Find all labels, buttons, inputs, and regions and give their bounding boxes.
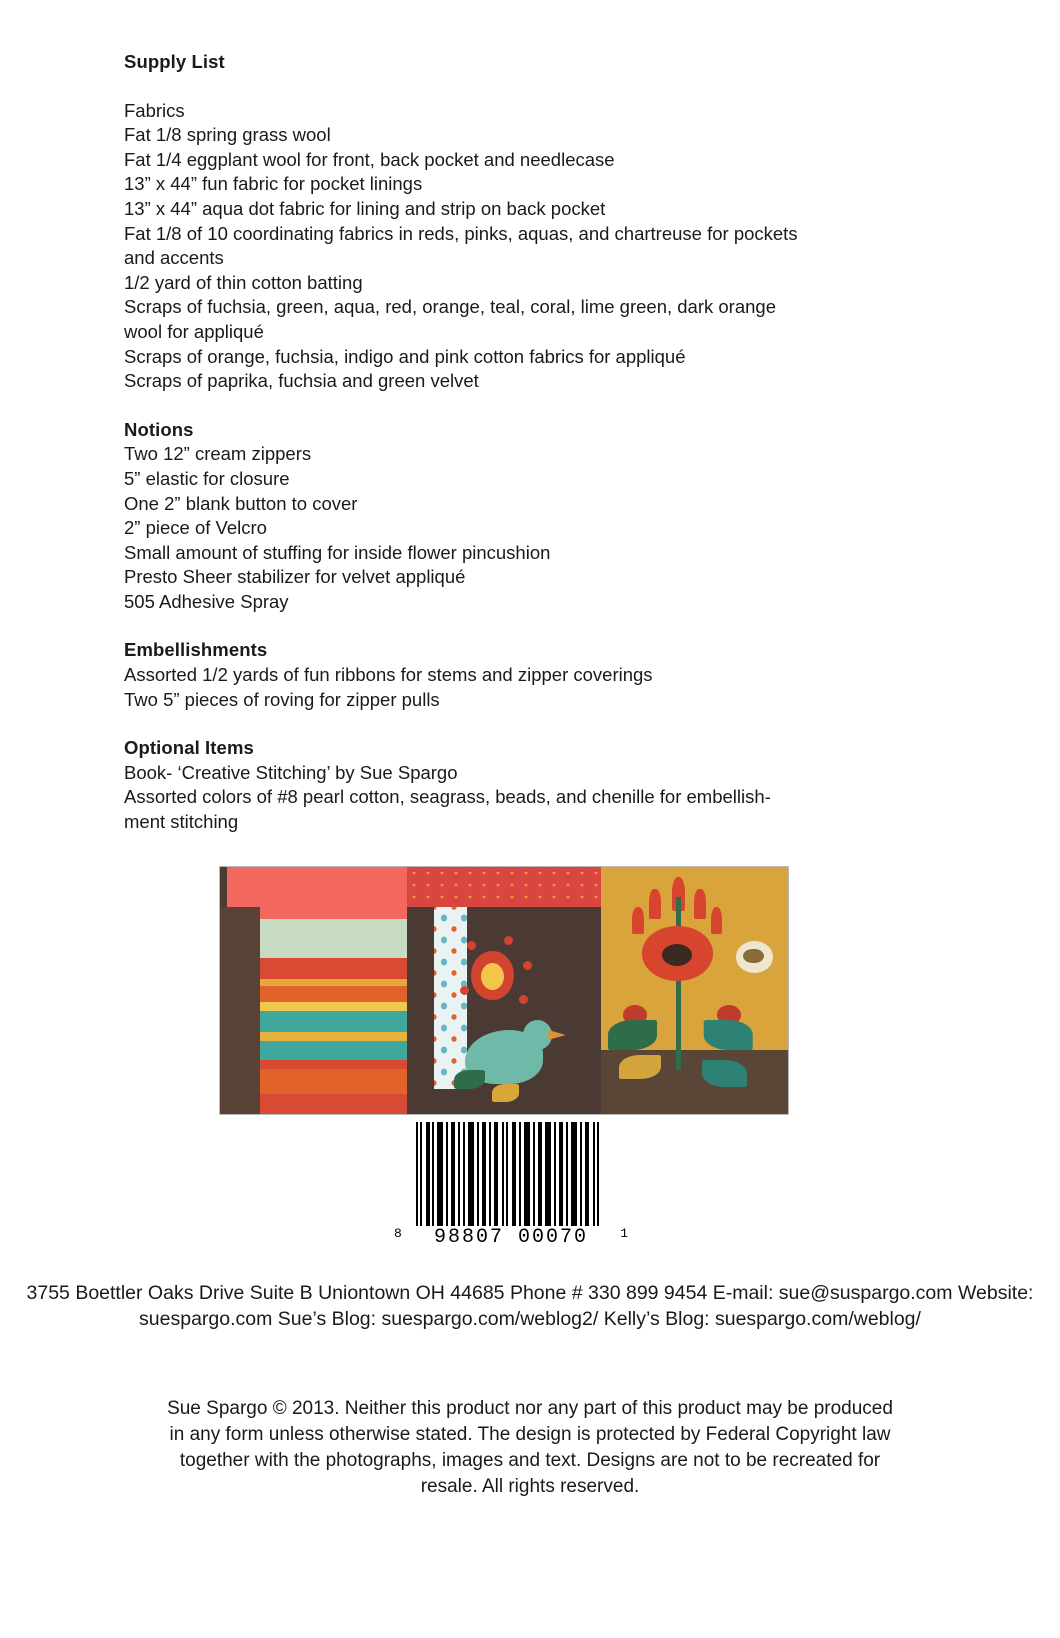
list-item: Presto Sheer stabilizer for velvet appliqué	[124, 566, 466, 588]
list-item: Fat 1/8 spring grass wool	[124, 124, 331, 146]
list-item: wool for appliqué	[124, 320, 264, 342]
list-item: 13” x 44” fun fabric for pocket linings	[124, 173, 423, 195]
footer-address	[0, 1280, 1060, 1332]
list-item: 5” elastic for closure	[124, 467, 290, 489]
list-item: Small amount of stuffing for inside flower pincushion	[124, 541, 551, 563]
list-item: One 2” blank button to cover	[124, 492, 358, 514]
photo-shape	[662, 944, 692, 966]
barcode-right-digit: 1	[620, 1226, 628, 1241]
list-item: Two 5” pieces of roving for zipper pulls	[124, 688, 440, 710]
photo-shape	[523, 961, 532, 970]
photo-shape	[492, 1084, 519, 1101]
photo-shape	[454, 1070, 485, 1090]
list-item: 2” piece of Velcro	[124, 517, 267, 539]
list-item: 13” x 44” aqua dot fabric for lining and strip on back pocket	[124, 197, 606, 219]
list-item: ment stitching	[124, 811, 239, 833]
list-item: Book- ‘Creative Stitching’ by Sue Spargo	[124, 761, 458, 783]
photo-shape	[434, 907, 467, 1090]
photo-shape	[694, 889, 705, 919]
photo-shape	[523, 1020, 552, 1050]
photo-shape	[649, 889, 660, 919]
copyright-line: together with the photographs, images and text. Designs are not to be recreated for	[179, 1450, 881, 1471]
photo-shape	[608, 1020, 657, 1050]
section-embellishments	[124, 663, 936, 712]
list-item: Assorted 1/2 yards of fun ribbons for stems and zipper coverings	[124, 664, 653, 686]
list-item: Scraps of fuchsia, green, aqua, red, orange, teal, coral, lime green, dark orange	[124, 296, 776, 318]
photo-shape	[434, 907, 467, 1090]
section-heading-embellishments: Embellishments	[124, 639, 268, 661]
photo-shape	[702, 1060, 747, 1087]
photo-panel-right	[601, 867, 788, 1114]
address-line: Website: suespargo.com Sue’s Blog: suespargo.com/weblog2/	[139, 1282, 1034, 1330]
spacer	[124, 614, 936, 638]
photo-shape	[704, 1020, 753, 1050]
section-heading-optional-items: Optional Items	[124, 737, 254, 759]
section-fabrics	[124, 99, 936, 394]
footer-copyright	[92, 1396, 968, 1500]
list-item: 505 Adhesive Spray	[124, 590, 289, 612]
section-optional-items	[124, 761, 936, 835]
address-line: Kelly’s Blog: suespargo.com/weblog/	[603, 1308, 921, 1330]
photo-shape	[619, 1055, 660, 1080]
copyright-line: Sue Spargo © 2013. Neither this product nor any part of this product may be produced	[167, 1398, 893, 1419]
supply-list-content	[124, 50, 936, 835]
spacer	[124, 75, 936, 99]
address-line: 3755 Boettler Oaks Drive Suite B Uniontown OH 44685	[26, 1282, 505, 1304]
list-item: Scraps of paprika, fuchsia and green velvet	[124, 370, 479, 392]
photo-shape	[407, 867, 600, 907]
list-item: 1/2 yard of thin cotton batting	[124, 271, 363, 293]
photo-shape	[743, 949, 764, 964]
photo-shape	[711, 907, 722, 934]
photo-shape	[467, 941, 476, 950]
section-notions	[124, 442, 936, 614]
photo-shape	[676, 897, 682, 1070]
photo-shape	[407, 867, 600, 907]
address-line: Phone # 330 899 9454 E-mail: sue@suspargo.com	[509, 1282, 953, 1304]
photo-shape	[632, 907, 643, 934]
list-item: Fat 1/4 eggplant wool for front, back pocket and needlecase	[124, 148, 615, 170]
list-item: Scraps of orange, fuchsia, indigo and pink cotton fabrics for appliqué	[124, 345, 686, 367]
barcode-bars	[416, 1122, 606, 1240]
product-photo	[219, 866, 789, 1115]
page-title: Supply List	[124, 51, 225, 72]
photo-shape	[504, 936, 513, 945]
barcode-digits: 98807 00070	[416, 1226, 606, 1249]
barcode	[394, 1122, 628, 1262]
photo-panel-middle	[407, 867, 600, 1114]
product-photo-image	[220, 867, 788, 1114]
photo-shape	[460, 986, 469, 995]
spacer	[124, 394, 936, 418]
list-item: Assorted colors of #8 pearl cotton, seagrass, beads, and chenille for embellish-	[124, 786, 771, 808]
section-heading-fabrics: Fabrics	[124, 99, 185, 121]
copyright-line: resale. All rights reserved.	[420, 1476, 640, 1497]
list-item: Fat 1/8 of 10 coordinating fabrics in reds, pinks, aquas, and chartreuse for pockets	[124, 222, 798, 244]
list-item: Two 12” cream zippers	[124, 443, 312, 465]
copyright-line: in any form unless otherwise stated. The design is protected by Federal Copyright law	[169, 1424, 891, 1445]
section-heading-notions: Notions	[124, 418, 194, 440]
photo-shape	[220, 907, 260, 1114]
photo-shape	[548, 1030, 565, 1040]
photo-shape	[519, 995, 528, 1004]
list-item: and accents	[124, 247, 224, 269]
spacer	[124, 712, 936, 736]
barcode-left-digit: 8	[394, 1226, 402, 1241]
